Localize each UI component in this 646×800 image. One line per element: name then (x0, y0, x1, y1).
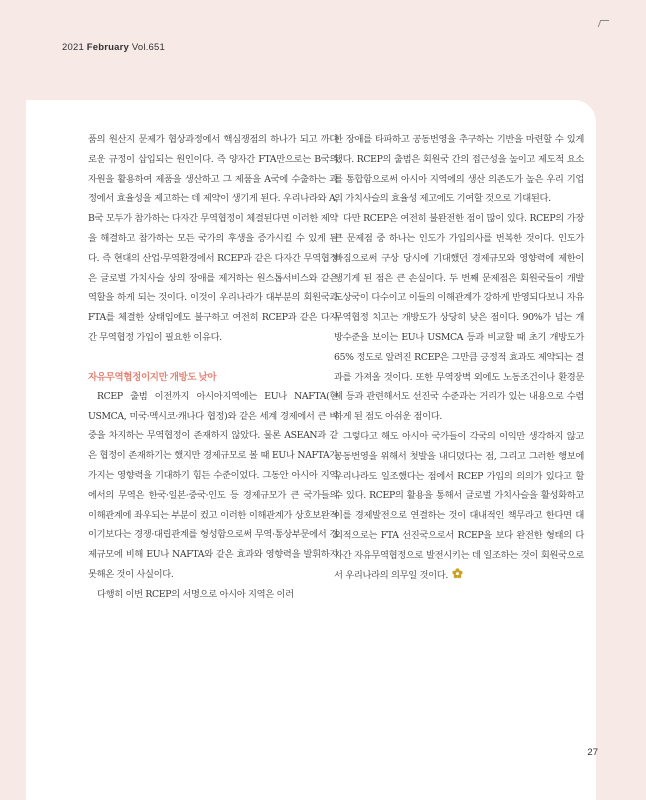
right-paragraph-1: 한 장애를 타파하고 공동번영을 추구하는 기반을 마련할 수 있게 됐다. RCEP의 출범은 회원국 간의 접근성을 높이고 제도적 요소를 통합함으로써 아시아 지역에의 생산 의존도가 높은 우리 기업의 가치사슬의 효율성 제고에도 기여할 것으로 기대된다. (334, 134, 584, 205)
issue-month: February (86, 42, 130, 53)
flower-end-icon (452, 568, 463, 579)
corner-mark (598, 20, 610, 27)
issue-header (62, 42, 165, 53)
issue-volume: Vol.651 (131, 42, 165, 53)
left-paragraph-1: 품의 원산지 문제가 협상과정에서 핵심쟁점의 하나가 되고 까다로운 규정이 삽입되는 원인이다. 즉 양자간 FTA만으로는 B국의 자원을 활용하여 제품을 생산하고 그 제품을 A국에 수출하는 과정에서 효율성을 제고하는 데 제약이 생기게 된다. 우리나라와 A, B국 모두가 참가하는 다자간 무역협정이 체결된다면 이러한 제약을 해결하고 참가하는 모든 국가의 후생을 증가시킬 수 있게 된다. 즉 현대의 산업·무역환경에서 RCEP과 같은 다자간 무역협정은 글로벌 가치사슬 상의 장애를 제거하는 원스톱서비스와 같은 역할을 하게 되는 것이다. 이것이 우리나라가 대부분의 회원국과 FTA를 체결한 상태임에도 불구하고 여전히 RCEP과 같은 다자간 무역협정 가입이 필요한 이유다. (88, 134, 338, 343)
right-paragraph-2: 다만 RCEP은 여전히 불완전한 점이 많이 있다. RCEP의 가장 큰 문제점 중 하나는 인도가 가입의사를 번복한 것이다. 인도가 빠짐으로써 구상 당시에 기대했던 경제규모와 영향력에 제한이 생기게 된 점은 큰 손실이다. 두 번째 문제점은 회원국들이 개발도상국이 다수이고 이들의 이해관계가 강하게 반영되다보니 자유무역협정 치고는 개방도가 상당히 낮은 점이다. 90%가 넘는 개방수준을 보이는 EU나 USMCA 등과 비교할 때 초기 개방도가 65% 정도로 알려진 RCEP은 그만큼 긍정적 효과도 제약되는 결과를 가져올 것이다. 또한 무역장벽 외에도 노동조건이나 환경문제 등과 관련해서도 선진국 수준과는 거리가 있는 내용으로 수렴하게 된 점도 아쉬운 점이다. (334, 213, 584, 423)
page-number: 27 (587, 747, 598, 758)
right-paragraph-3-wrap (334, 427, 584, 585)
left-column (88, 130, 338, 605)
right-column (334, 130, 584, 585)
left-paragraph-2: RCEP 출범 이전까지 아시아지역에는 EU나 NAFTA(현 USMCA, 미국·멕시코·캐나다 협정)와 같은 세계 경제에서 큰 비중을 차지하는 무역협정이 존재하지 않았다. 물론 ASEAN과 같은 협정이 존재하기는 했지만 경제규모로 볼 때 EU나 NAFTA가 가지는 영향력을 기대하기 힘든 수준이었다. 그동안 아시아 지역에서의 무역은 한국·일본·중국·인도 등 경제규모가 큰 국가들의 이해관계에 좌우되는 부분이 컸고 이러한 이해관계가 상호보완적이기보다는 경쟁·대립관계를 형성함으로써 무역·통상부문에서 경제규모에 비해 EU나 NAFTA와 같은 효과와 영향력을 발휘하지 못해온 것이 사실이다. (88, 390, 338, 580)
right-paragraph-3: 그렇다고 해도 아시아 국가들이 각국의 이익만 생각하지 않고 공동번영을 위해서 첫발을 내디뎠다는 점, 그리고 그러한 행보에 우리나라도 일조했다는 점에서 RCEP 가입의 의의가 있다고 할 수 있다. RCEP의 활용을 통해서 글로벌 가치사슬을 활성화하고 이를 경제발전으로 연결하는 것이 대내적인 책무라고 한다면 대외적으로는 FTA 선진국으로서 RCEP을 보다 완전한 형태의 다자간 자유무역협정으로 발전시키는 데 일조하는 것이 회원국으로서 우리나라의 의무일 것이다. (334, 430, 584, 581)
section-subheading: 자유무역협정이지만 개방도 낮아 (88, 371, 217, 383)
left-paragraph-3: 다행히 이번 RCEP의 서명으로 아시아 지역은 이러 (97, 588, 294, 600)
issue-year: 2021 (62, 42, 84, 53)
